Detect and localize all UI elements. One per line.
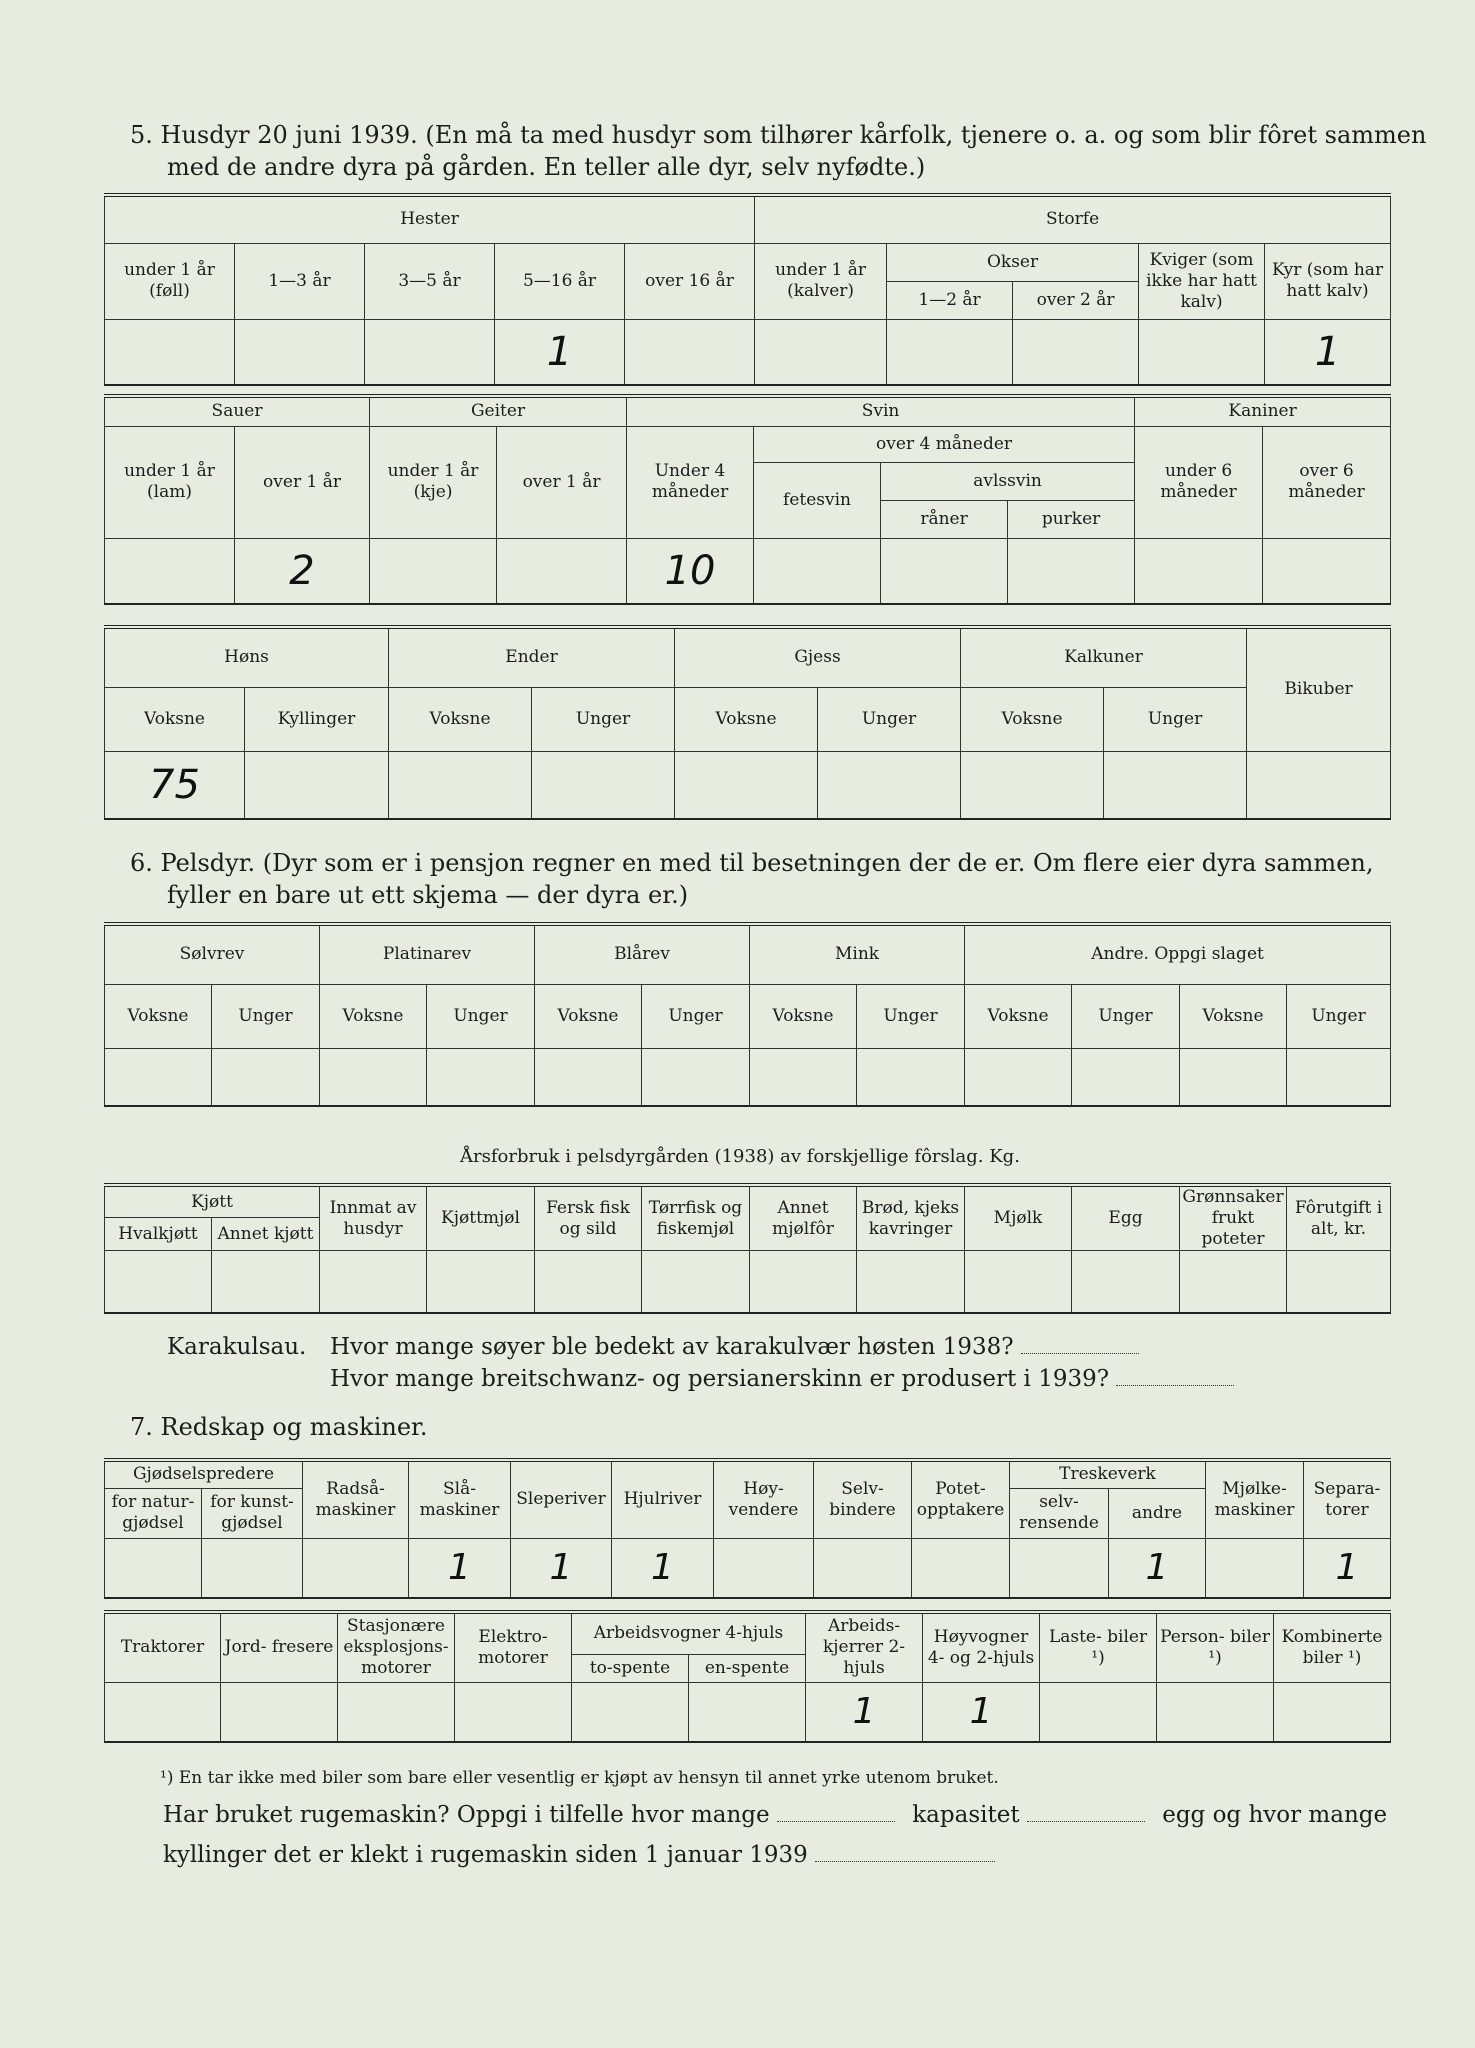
karakul-question-2	[330, 1364, 1234, 1394]
section6-heading: 6. Pelsdyr. (Dyr som er i pensjon regner en med til besetningen der de er. Om flere eier dyra sammen,	[130, 849, 1374, 877]
sauer-geiter-svin-kaniner-table	[104, 394, 1391, 605]
svin-col-raner: råner	[881, 500, 1008, 538]
rugemaskin-line-2	[163, 1840, 995, 1870]
andre2-col-unger: Unger	[1287, 984, 1391, 1048]
kalkuner-value-unger[interactable]	[1104, 751, 1247, 819]
kalkuner-value-voksne[interactable]	[961, 751, 1104, 819]
geiter-value-kje[interactable]	[370, 538, 497, 604]
pelsdyr-value-cell[interactable]	[642, 1048, 750, 1106]
rugemaskin-question: Har bruket rugemaskin? Oppgi i tilfelle hvor mange	[163, 1802, 770, 1828]
pelsdyr-value-cell[interactable]	[105, 1048, 212, 1106]
redskap-value-mjolkemaskiner[interactable]	[1206, 1538, 1304, 1598]
svin-col-fetesvin: fetesvin	[754, 462, 881, 538]
section7-heading: 7. Redskap og maskiner.	[130, 1413, 428, 1441]
andre2-col-voksne: Voksne	[1180, 984, 1287, 1048]
gjess-header: Gjess	[675, 627, 961, 687]
forbruk-col-gronnsaker: Grønnsaker frukt poteter	[1180, 1185, 1287, 1251]
section5-heading-cont: med de andre dyra på gården. En teller alle dyr, selv nyfødte.)	[167, 153, 926, 181]
pelsdyr-value-cell[interactable]	[535, 1048, 642, 1106]
sauer-header: Sauer	[105, 396, 370, 426]
hons-value-kyllinger[interactable]	[245, 751, 389, 819]
storfe-col-kyr: Kyr (som har hatt kalv)	[1265, 243, 1391, 319]
forbruk-value-cell[interactable]	[105, 1251, 212, 1313]
pelsdyr-value-cell[interactable]	[1072, 1048, 1180, 1106]
gjodsel-header: Gjødselspredere	[105, 1460, 303, 1488]
gjodsel-col-kunst: for kunst- gjødsel	[202, 1488, 303, 1538]
redskap-value-hoyvogner[interactable]: 1	[923, 1682, 1040, 1742]
redskap-value-radsa[interactable]	[303, 1538, 409, 1598]
redskap-col-hoyvogner: Høyvogner 4- og 2-hjuls	[923, 1612, 1040, 1682]
hester-value-over16[interactable]	[625, 319, 755, 385]
forbruk-value-cell[interactable]	[320, 1251, 427, 1313]
svin-value-purker[interactable]	[1008, 538, 1135, 604]
okser-col-over2: over 2 år	[1013, 281, 1139, 319]
hester-header: Hester	[105, 195, 755, 243]
rugemaskin-kapasitet-field[interactable]	[1027, 1803, 1145, 1822]
hester-col-over16: over 16 år	[625, 243, 755, 319]
redskap-col-selvbindere: Selv- bindere	[814, 1460, 912, 1538]
gjodsel-col-natur: for natur- gjødsel	[105, 1488, 202, 1538]
platinarev-col-voksne: Voksne	[320, 984, 427, 1048]
geiter-col-kje: under 1 år (kje)	[370, 426, 497, 538]
redskap-table-2	[104, 1610, 1391, 1743]
kalkuner-col-voksne: Voksne	[961, 687, 1104, 751]
pelsdyr-value-cell[interactable]	[212, 1048, 320, 1106]
hester-col-3-5: 3—5 år	[365, 243, 495, 319]
forbruk-value-cell[interactable]	[535, 1251, 642, 1313]
hester-col-1-3: 1—3 år	[235, 243, 365, 319]
hons-col-kyllinger: Kyllinger	[245, 687, 389, 751]
rugemaskin-antall-field[interactable]	[777, 1803, 895, 1822]
forbruk-value-cell[interactable]	[1180, 1251, 1287, 1313]
forbruk-col-torrfisk: Tørrfisk og fiskemjøl	[642, 1185, 750, 1251]
hester-col-5-16: 5—16 år	[495, 243, 625, 319]
redskap-value-lastebiler[interactable]	[1040, 1682, 1157, 1742]
pelsdyr-table	[104, 922, 1391, 1107]
redskap-col-mjolkemaskiner: Mjølke- maskiner	[1206, 1460, 1304, 1538]
storfe-value-kalver[interactable]	[755, 319, 887, 385]
forbruk-table	[104, 1183, 1391, 1314]
rugemaskin-egg-label: egg og hvor mange	[1162, 1802, 1388, 1828]
okser-col-1-2: 1—2 år	[887, 281, 1013, 319]
kaniner-value-over6[interactable]	[1263, 538, 1391, 604]
arbeidsvogner-col-en-spente: en-spente	[689, 1654, 806, 1682]
redskap-value-sla[interactable]: 1	[409, 1538, 511, 1598]
footnote: ¹) En tar ikke med biler som bare eller vesentlig er kjøpt av hensyn til annet yrke utenom bruket.	[160, 1768, 999, 1788]
redskap-value-gjodsel-kunst[interactable]	[202, 1538, 303, 1598]
kalkuner-header: Kalkuner	[961, 627, 1247, 687]
okser-header: Okser	[887, 243, 1139, 281]
svin-value-fetesvin[interactable]	[754, 538, 881, 604]
hester-value-3-5[interactable]	[365, 319, 495, 385]
pelsdyr-value-cell[interactable]	[1287, 1048, 1391, 1106]
storfe-col-kviger: Kviger (som ikke har hatt kalv)	[1139, 243, 1265, 319]
mink-header: Mink	[750, 924, 965, 984]
sauer-value-over1[interactable]: 2	[235, 538, 370, 604]
fjorfe-table	[104, 625, 1391, 820]
hester-value-foll[interactable]	[105, 319, 235, 385]
svin-value-under4[interactable]: 10	[627, 538, 754, 604]
storfe-value-okser-1-2[interactable]	[887, 319, 1013, 385]
forbruk-col-innmat: Innmat av husdyr	[320, 1185, 427, 1251]
forbruk-value-cell[interactable]	[212, 1251, 320, 1313]
redskap-value-treskeverk-andre[interactable]: 1	[1109, 1538, 1206, 1598]
redskap-value-selvbindere[interactable]	[814, 1538, 912, 1598]
karakul-label: Karakulsau.	[167, 1334, 307, 1360]
forbruk-value-cell[interactable]	[1072, 1251, 1180, 1313]
redskap-value-sleperiver[interactable]: 1	[511, 1538, 612, 1598]
ender-col-unger: Unger	[532, 687, 675, 751]
platinarev-header: Platinarev	[320, 924, 535, 984]
gjess-value-voksne[interactable]	[675, 751, 818, 819]
svin-over4-header: over 4 måneder	[754, 426, 1135, 462]
pelsdyr-value-cell[interactable]	[750, 1048, 857, 1106]
redskap-table-1	[104, 1458, 1391, 1599]
redskap-col-separatorer: Separa- torer	[1304, 1460, 1391, 1538]
rugemaskin-kyllinger-text: kyllinger det er klekt i rugemaskin siden 1 januar 1939	[163, 1842, 808, 1868]
blarev-col-unger: Unger	[642, 984, 750, 1048]
svin-avlssvin-header: avlssvin	[881, 462, 1135, 500]
bikuber-header: Bikuber	[1247, 627, 1391, 751]
geiter-col-over1: over 1 år	[497, 426, 627, 538]
solvrev-header: Sølvrev	[105, 924, 320, 984]
sauer-col-lam: under 1 år (lam)	[105, 426, 235, 538]
redskap-col-kombinerte-biler: Kombinerte biler ¹)	[1274, 1612, 1391, 1682]
forbruk-value-cell[interactable]	[642, 1251, 750, 1313]
gjess-value-unger[interactable]	[818, 751, 961, 819]
redskap-value-potetopptakere[interactable]	[912, 1538, 1010, 1598]
solvrev-col-unger: Unger	[212, 984, 320, 1048]
redskap-value-personbiler[interactable]	[1157, 1682, 1274, 1742]
sauer-value-lam[interactable]	[105, 538, 235, 604]
rugemaskin-line-1	[163, 1800, 1387, 1830]
karakul-answer-2[interactable]	[1116, 1367, 1234, 1386]
kalkuner-col-unger: Unger	[1104, 687, 1247, 751]
treskeverk-header: Treskeverk	[1010, 1460, 1206, 1488]
redskap-col-lastebiler: Laste- biler ¹)	[1040, 1612, 1157, 1682]
forbruk-value-cell[interactable]	[1287, 1251, 1391, 1313]
kjott-col-annet: Annet kjøtt	[212, 1218, 320, 1251]
redskap-col-hjulriver: Hjulriver	[612, 1460, 714, 1538]
andre-header: Andre. Oppgi slaget	[965, 924, 1391, 984]
storfe-col-kalver: under 1 år (kalver)	[755, 243, 887, 319]
ender-value-voksne[interactable]	[389, 751, 532, 819]
forbruk-value-cell[interactable]	[965, 1251, 1072, 1313]
storfe-header: Storfe	[755, 195, 1391, 243]
storfe-value-kviger[interactable]	[1139, 319, 1265, 385]
redskap-col-arbeidskjerrer: Arbeids- kjerrer 2-hjuls	[806, 1612, 923, 1682]
kaniner-col-under6: under 6 måneder	[1135, 426, 1263, 538]
redskap-col-elektromotorer: Elektro- motorer	[455, 1612, 572, 1682]
arbeidsvogner-col-to-spente: to-spente	[572, 1654, 689, 1682]
forbruk-col-fersk-fisk: Fersk fisk og sild	[535, 1185, 642, 1251]
hons-col-voksne: Voksne	[105, 687, 245, 751]
redskap-value-traktorer[interactable]	[105, 1682, 221, 1742]
sauer-col-over1: over 1 år	[235, 426, 370, 538]
redskap-col-radsa: Radså- maskiner	[303, 1460, 409, 1538]
forbruk-title: Årsforbruk i pelsdyrgården (1938) av forskjellige fôrslag. Kg.	[460, 1146, 1020, 1167]
ender-header: Ender	[389, 627, 675, 687]
bikuber-value[interactable]	[1247, 751, 1391, 819]
forbruk-col-kjottmjol: Kjøttmjøl	[427, 1185, 535, 1251]
redskap-value-en-spente[interactable]	[689, 1682, 806, 1742]
mink-col-unger: Unger	[857, 984, 965, 1048]
redskap-col-traktorer: Traktorer	[105, 1612, 221, 1682]
ender-col-voksne: Voksne	[389, 687, 532, 751]
forbruk-col-egg: Egg	[1072, 1185, 1180, 1251]
ender-value-unger[interactable]	[532, 751, 675, 819]
hester-col-foll: under 1 år (føll)	[105, 243, 235, 319]
kjott-col-hvalkjott: Hvalkjøtt	[105, 1218, 212, 1251]
hester-storfe-table	[104, 193, 1391, 386]
redskap-col-hoyvendere: Høy- vendere	[714, 1460, 814, 1538]
hester-value-1-3[interactable]	[235, 319, 365, 385]
treskeverk-col-andre: andre	[1109, 1488, 1206, 1538]
karakul-question-1-text: Hvor mange søyer ble bedekt av karakulvær høsten 1938?	[330, 1334, 1014, 1360]
forbruk-col-annet-mjolfor: Annet mjølfôr	[750, 1185, 857, 1251]
forbruk-col-brod: Brød, kjeks kavringer	[857, 1185, 965, 1251]
kjott-header: Kjøtt	[105, 1185, 320, 1218]
forbruk-value-cell[interactable]	[857, 1251, 965, 1313]
redskap-value-elektromotorer[interactable]	[455, 1682, 572, 1742]
redskap-value-hjulriver[interactable]: 1	[612, 1538, 714, 1598]
pelsdyr-value-cell[interactable]	[320, 1048, 427, 1106]
andre1-col-voksne: Voksne	[965, 984, 1072, 1048]
redskap-col-stasjonaere-motorer: Stasjonære eksplosjons- motorer	[338, 1612, 455, 1682]
hester-value-5-16[interactable]: 1	[495, 319, 625, 385]
section5-heading: 5. Husdyr 20 juni 1939. (En må ta med husdyr som tilhører kårfolk, tjenere o. a. og som blir fôret sammen	[130, 121, 1427, 149]
rugemaskin-kyllinger-field[interactable]	[815, 1843, 995, 1862]
redskap-value-treskeverk-selvrensende[interactable]	[1010, 1538, 1109, 1598]
mink-col-voksne: Voksne	[750, 984, 857, 1048]
redskap-col-jordfresere: Jord- freserе	[221, 1612, 338, 1682]
pelsdyr-value-cell[interactable]	[1180, 1048, 1287, 1106]
blarev-col-voksne: Voksne	[535, 984, 642, 1048]
redskap-col-potetopptakere: Potet- opptakere	[912, 1460, 1010, 1538]
svin-header: Svin	[627, 396, 1135, 426]
storfe-value-kyr[interactable]: 1	[1265, 319, 1391, 385]
kaniner-header: Kaniner	[1135, 396, 1391, 426]
andre1-col-unger: Unger	[1072, 984, 1180, 1048]
forbruk-value-cell[interactable]	[750, 1251, 857, 1313]
redskap-value-separatorer[interactable]: 1	[1304, 1538, 1391, 1598]
svin-col-under4: Under 4 måneder	[627, 426, 754, 538]
kaniner-col-over6: over 6 måneder	[1263, 426, 1391, 538]
karakul-answer-1[interactable]	[1021, 1335, 1139, 1354]
hons-value-voksne[interactable]: 75	[105, 751, 245, 819]
pelsdyr-value-cell[interactable]	[857, 1048, 965, 1106]
forbruk-col-forutgift: Fôrutgift i alt, kr.	[1287, 1185, 1391, 1251]
geiter-header: Geiter	[370, 396, 627, 426]
pelsdyr-value-cell[interactable]	[965, 1048, 1072, 1106]
redskap-col-sleperiver: Sleperiver	[511, 1460, 612, 1538]
treskeverk-col-selvrensende: selv- rensende	[1010, 1488, 1109, 1538]
blarev-header: Blårev	[535, 924, 750, 984]
redskap-value-gjodsel-natur[interactable]	[105, 1538, 202, 1598]
redskap-value-stasjonaere-motorer[interactable]	[338, 1682, 455, 1742]
pelsdyr-value-cell[interactable]	[427, 1048, 535, 1106]
arbeidsvogner-header: Arbeidsvogner 4-hjuls	[572, 1612, 806, 1654]
solvrev-col-voksne: Voksne	[105, 984, 212, 1048]
rugemaskin-kapasitet-label: kapasitet	[912, 1802, 1020, 1828]
redskap-col-personbiler: Person- biler ¹)	[1157, 1612, 1274, 1682]
karakul-question-2-text: Hvor mange breitschwanz- og persianerskinn er produsert i 1939?	[330, 1366, 1110, 1392]
redskap-value-hoyvendere[interactable]	[714, 1538, 814, 1598]
redskap-col-sla: Slå- maskiner	[409, 1460, 511, 1538]
redskap-value-arbeidskjerrer[interactable]: 1	[806, 1682, 923, 1742]
karakul-question-1	[330, 1332, 1139, 1362]
svin-value-raner[interactable]	[881, 538, 1008, 604]
hons-header: Høns	[105, 627, 389, 687]
redskap-value-to-spente[interactable]	[572, 1682, 689, 1742]
geiter-value-over1[interactable]	[497, 538, 627, 604]
forbruk-col-mjolk: Mjølk	[965, 1185, 1072, 1251]
kaniner-value-under6[interactable]	[1135, 538, 1263, 604]
svin-col-purker: purker	[1008, 500, 1135, 538]
platinarev-col-unger: Unger	[427, 984, 535, 1048]
gjess-col-unger: Unger	[818, 687, 961, 751]
forbruk-value-cell[interactable]	[427, 1251, 535, 1313]
storfe-value-okser-over2[interactable]	[1013, 319, 1139, 385]
gjess-col-voksne: Voksne	[675, 687, 818, 751]
redskap-value-jordfresere[interactable]	[221, 1682, 338, 1742]
redskap-value-kombinerte-biler[interactable]	[1274, 1682, 1391, 1742]
section6-heading-cont: fyller en bare ut ett skjema — der dyra er.)	[167, 881, 689, 909]
